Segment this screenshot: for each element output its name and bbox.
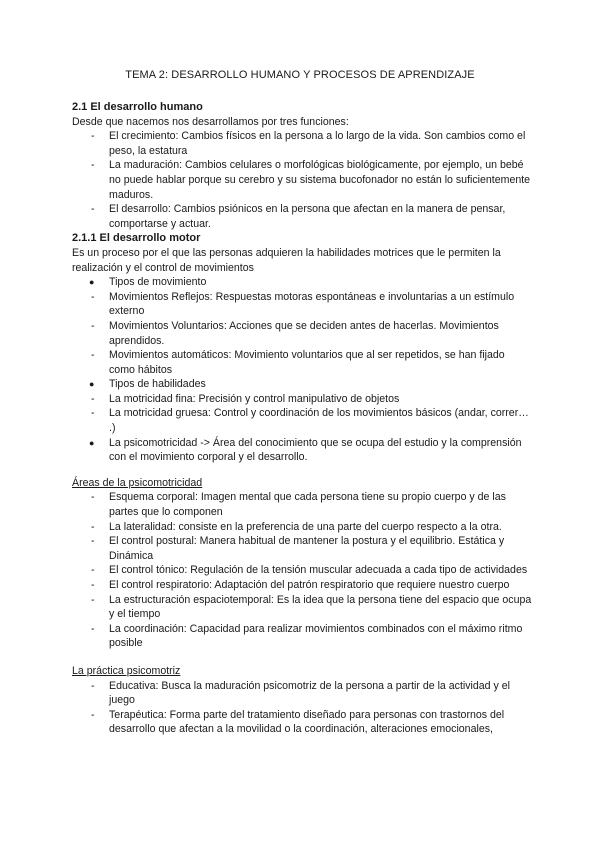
list-item-text: Tipos de habilidades — [109, 378, 206, 391]
list-item — [72, 436, 532, 465]
list-item — [72, 490, 532, 519]
list-item-text: El control postural: Manera habitual de mantener la postura y el equilibrio. Estática y Dinámica — [109, 535, 505, 562]
list-item — [72, 392, 532, 407]
section-heading-desarrollo-motor: 2.1.1 El desarrollo motor — [72, 232, 201, 245]
list-item — [72, 158, 532, 202]
bullet-icon: ● — [89, 437, 95, 448]
list-marker: - — [91, 491, 95, 504]
bullet-icon: ● — [89, 379, 95, 390]
list-marker: - — [91, 535, 95, 548]
list-item-text: La maduración: Cambios celulares o morfológicas biológicamente, por ejemplo, un bebé no puede hablar porque su cerebro y su sistema bucofonador no están lo suficientemente maduros. — [109, 159, 531, 201]
list-item-text: El control tónico: Regulación de la tensión muscular adecuada a cada tipo de actividades — [109, 564, 528, 577]
list-item-text: Movimientos Reflejos: Respuestas motoras espontáneas e involuntarias a un estímulo externo — [109, 290, 515, 318]
document-body — [72, 100, 532, 737]
list-marker: - — [91, 203, 95, 216]
list-item-text: El control respiratorio: Adaptación del patrón respiratorio que requiere nuestro cuerpo — [109, 579, 510, 591]
list-marker: - — [91, 319, 95, 332]
list-marker: - — [91, 130, 95, 143]
list-item-text: Movimientos automáticos: Movimiento voluntarios que al ser repetidos, se han fijado como hábitos — [109, 349, 505, 376]
spacer — [72, 465, 532, 476]
list-marker: - — [91, 290, 95, 303]
section-heading-practica: La práctica psicomotriz — [72, 664, 181, 677]
section-heading-desarrollo-humano: 2.1 El desarrollo humano — [72, 101, 203, 113]
document-title: TEMA 2: DESARROLLO HUMANO Y PROCESOS DE APRENDIZAJE — [125, 69, 475, 81]
list-item-text: Movimientos Voluntarios: Acciones que se deciden antes de hacerlas. Movimientos aprendidos. — [109, 319, 499, 347]
section-intro: Es un proceso por el que las personas adquieren la habilidades motrices que le permiten la realización y el control de movimientos — [72, 246, 501, 274]
spacer — [72, 651, 532, 664]
bullet-icon: ● — [89, 277, 95, 288]
list-marker: - — [91, 564, 95, 577]
list-marker: - — [91, 593, 95, 606]
list-item — [72, 319, 532, 348]
list-item — [72, 290, 532, 319]
list-item — [72, 679, 532, 708]
list-item — [72, 377, 532, 392]
list-item — [72, 593, 532, 622]
section-heading-areas: Áreas de la psicomotricidad — [72, 476, 203, 489]
list-item — [72, 275, 532, 290]
list-marker: - — [91, 159, 95, 172]
list-marker: - — [91, 520, 95, 533]
list-item — [72, 578, 532, 593]
section-intro: Desde que nacemos nos desarrollamos por tres funciones: — [72, 115, 349, 128]
list-marker: - — [91, 622, 95, 635]
list-item-text: El desarrollo: Cambios psiónicos en la persona que afectan en la manera de pensar, comportarse y actuar. — [109, 203, 506, 230]
list-marker: - — [91, 392, 95, 405]
list-marker: - — [91, 407, 95, 420]
list-item — [72, 129, 532, 158]
list-item — [72, 708, 532, 737]
list-item-text: Esquema corporal: Imagen mental que cada persona tiene su propio cuerpo y de las partes que lo componen — [109, 491, 506, 519]
list-item-text: La coordinación: Capacidad para realizar movimientos combinados con el máximo ritmo posible — [109, 622, 523, 650]
list-item-text: Terapéutica: Forma parte del tratamiento diseñado para personas con trastornos del desarrollo que afectan a la movilidad o la coordinación, alteraciones emocionales, — [109, 708, 505, 736]
list-item-text: La psicomotricidad -> Área del conocimiento que se ocupa del estudio y la comprensión con el movimiento corporal y el desarrollo. — [109, 436, 522, 464]
list-item-text: Educativa: Busca la maduración psicomotriz de la persona a partir de la actividad y el juego — [109, 679, 511, 707]
list-item-text: La estructuración espaciotemporal: Es la idea que la persona tiene del espacio que ocupa y el tiempo — [109, 593, 532, 621]
list-marker: - — [91, 579, 95, 591]
list-marker: - — [91, 708, 95, 721]
list-marker: - — [91, 679, 95, 692]
list-item — [72, 406, 532, 435]
list-item-text: Tipos de movimiento — [109, 276, 207, 289]
list-item — [72, 202, 532, 231]
list-item — [72, 534, 532, 563]
list-item-text: La motricidad gruesa: Control y coordinación de los movimientos básicos (andar, correr… .) — [109, 407, 529, 435]
list-item-text: La lateralidad: consiste en la preferencia de una parte del cuerpo respecto a la otra. — [109, 520, 502, 533]
list-item-text: El crecimiento: Cambios físicos en la persona a lo largo de la vida. Son cambios como el peso, la estatura — [109, 130, 526, 157]
list-item — [72, 520, 532, 535]
list-item — [72, 622, 532, 651]
list-marker: - — [91, 349, 95, 362]
list-item — [72, 563, 532, 578]
list-item — [72, 348, 532, 377]
list-item-text: La motricidad fina: Precisión y control manipulativo de objetos — [109, 392, 400, 405]
